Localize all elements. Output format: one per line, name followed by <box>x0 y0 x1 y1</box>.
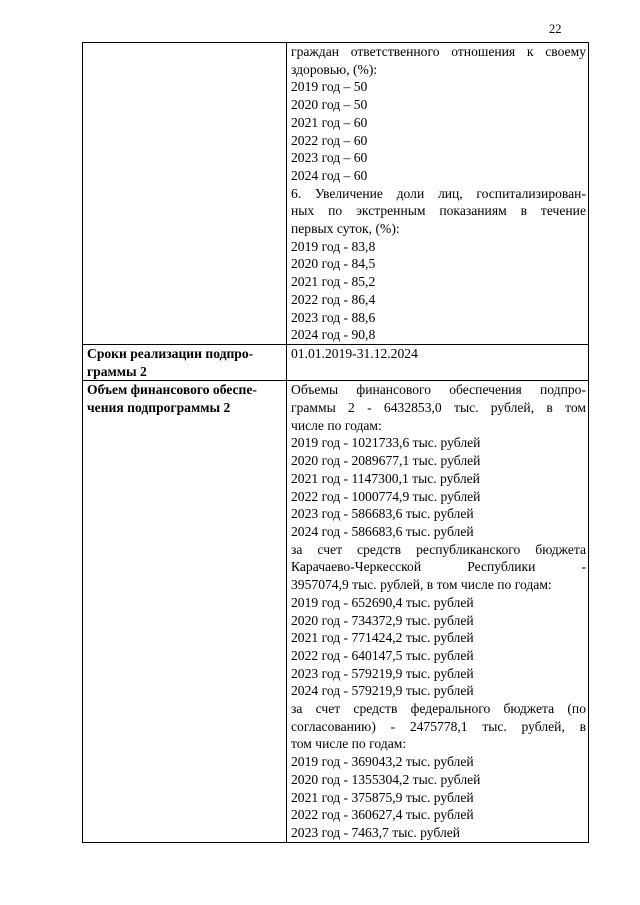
content-line: 3957074,9 тыс. рублей, в том числе по годам: <box>291 577 552 593</box>
label-line: Объем финансового обеспе- <box>87 382 257 398</box>
content-line: Карачаево-Черкесской Республики - <box>291 559 586 575</box>
content-line: 2019 год – 50 <box>291 79 368 95</box>
label-line: граммы 2 <box>87 363 147 379</box>
content-line: 2022 год - 360627,4 тыс. рублей <box>291 807 474 823</box>
content-line: 2023 год - 586683,6 тыс. рублей <box>291 506 474 522</box>
content-line: 2022 год - 86,4 <box>291 291 376 307</box>
label-line: Сроки реализации подпро- <box>87 345 254 361</box>
content-line: 2024 год - 586683,6 тыс. рублей <box>291 523 474 539</box>
label-line: чения подпрограммы 2 <box>87 400 231 416</box>
content-line: за счет средств федерального бюджета (по <box>291 701 586 717</box>
content-line: ных по экстренным показаниям в течение <box>291 203 586 219</box>
content-line: 2021 год – 60 <box>291 114 368 130</box>
content-line: 2024 год - 90,8 <box>291 327 376 343</box>
table-row <box>83 43 589 345</box>
content-line: 2021 год - 375875,9 тыс. рублей <box>291 789 474 805</box>
page-number: 22 <box>549 22 562 36</box>
content-line: 2023 год – 60 <box>291 150 368 166</box>
content-line: граждан ответственного отношения к своему <box>291 44 586 59</box>
row-content-cell <box>287 43 589 345</box>
content-line: числе по годам: <box>291 417 382 433</box>
content-line: здоровью, (%): <box>291 61 378 77</box>
subprogram-passport-table <box>82 42 589 843</box>
content-line: 2023 год - 7463,7 тыс. рублей <box>291 824 461 840</box>
table-row <box>83 344 589 380</box>
content-line: том числе по годам: <box>291 736 407 752</box>
table-body <box>83 43 589 843</box>
content-line: 2019 год - 1021733,6 тыс. рублей <box>291 435 481 451</box>
row-content-cell <box>287 344 589 380</box>
content-line: 2021 год - 771424,2 тыс. рублей <box>291 630 474 646</box>
content-line: 2020 год - 734372,9 тыс. рублей <box>291 612 474 628</box>
content-line: 6. Увеличение доли лиц, госпитализирован- <box>291 185 586 201</box>
content-line: 2019 год - 652690,4 тыс. рублей <box>291 594 474 610</box>
content-line: за счет средств республиканского бюджета <box>291 541 586 557</box>
content-line: 01.01.2019-31.12.2024 <box>291 345 418 361</box>
content-line: Объемы финансового обеспечения подпро- <box>291 382 586 398</box>
content-line: граммы 2 - 6432853,0 тыс. рублей, в том <box>291 400 586 416</box>
row-label-cell <box>83 344 287 380</box>
content-line: 2020 год – 50 <box>291 97 368 113</box>
content-line: 2024 год - 579219,9 тыс. рублей <box>291 683 474 699</box>
row-label-cell <box>83 43 287 345</box>
content-line: согласованию) - 2475778,1 тыс. рублей, в <box>291 718 586 734</box>
content-line: 2021 год - 85,2 <box>291 274 376 290</box>
content-line: 2020 год - 2089677,1 тыс. рублей <box>291 453 481 469</box>
content-line: 2022 год - 640147,5 тыс. рублей <box>291 647 474 663</box>
content-line: 2023 год - 88,6 <box>291 309 376 325</box>
content-line: 2022 год - 1000774,9 тыс. рублей <box>291 488 481 504</box>
table-row <box>83 381 589 842</box>
content-line: 2021 год - 1147300,1 тыс. рублей <box>291 470 480 486</box>
content-line: 2019 год - 83,8 <box>291 238 376 254</box>
content-line: первых суток, (%): <box>291 221 400 237</box>
content-line: 2020 год - 84,5 <box>291 256 376 272</box>
content-line: 2020 год - 1355304,2 тыс. рублей <box>291 771 481 787</box>
row-label-cell <box>83 381 287 842</box>
content-line: 2024 год – 60 <box>291 167 368 183</box>
content-line: 2023 год - 579219,9 тыс. рублей <box>291 665 474 681</box>
content-line: 2019 год - 369043,2 тыс. рублей <box>291 754 474 770</box>
row-content-cell <box>287 381 589 842</box>
content-line: 2022 год – 60 <box>291 132 368 148</box>
